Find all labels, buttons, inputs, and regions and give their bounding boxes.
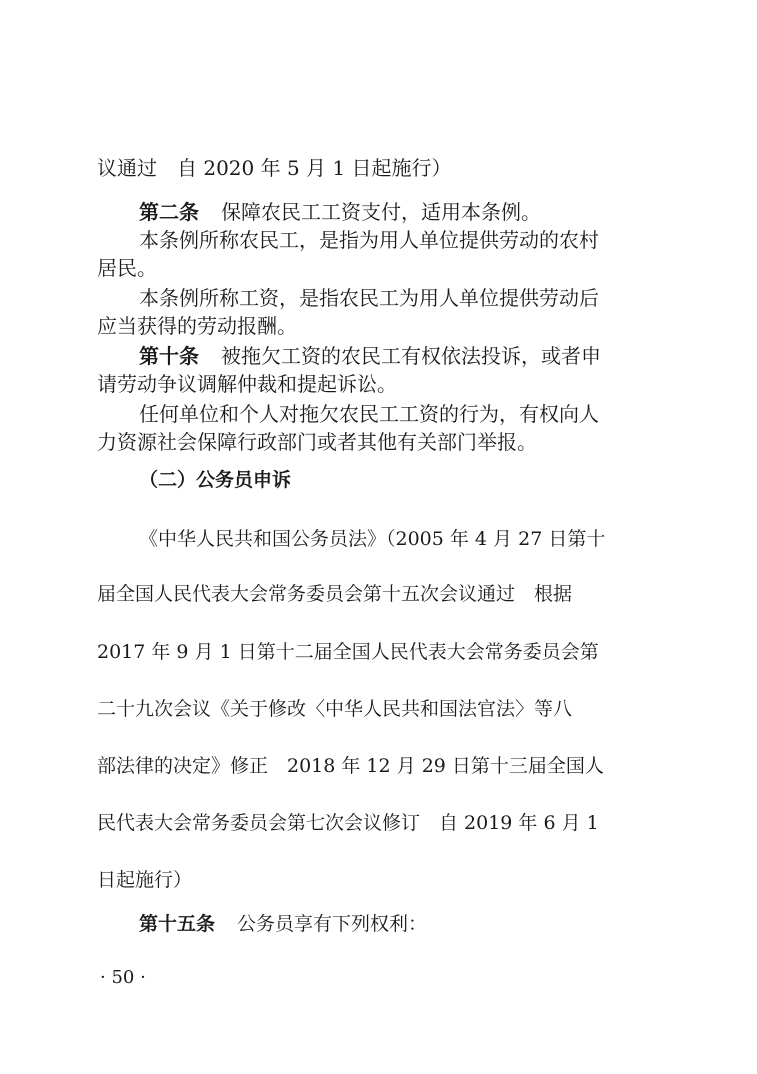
para-3-line-2: 力资源社会保障行政部门或者其他有关部门举报。	[97, 430, 537, 454]
article-15	[139, 910, 657, 938]
law-line-5: 部法律的决定》修正 2018 年 12 月 29 日第十三届全国人	[97, 755, 604, 777]
article-2-text: 保障农民工工资支付，适用本条例。	[221, 200, 541, 224]
law-line-7: 日起施行）	[97, 869, 193, 891]
article-15-text: 公务员享有下列权利：	[237, 913, 428, 935]
law-line-6: 民代表大会常务委员会第七次会议修订 自 2019 年 6 月 1	[97, 812, 599, 834]
article-15-label: 第十五条	[139, 913, 216, 935]
article-10	[139, 342, 657, 370]
top-line: 议通过 自 2020 年 5 月 1 日起施行）	[97, 156, 452, 180]
para-3-line-1: 任何单位和个人对拖欠农民工工资的行为，有权向人	[139, 402, 599, 426]
para-1-line-2: 居民。	[97, 256, 157, 280]
page-number: · 50 ·	[100, 967, 146, 988]
law-line-1: 《中华人民共和国公务员法》（2005 年 4 月 27 日第十	[139, 528, 606, 550]
para-2-line-2: 应当获得的劳动报酬。	[97, 314, 297, 338]
law-line-4: 二十九次会议《关于修改〈中华人民共和国法官法〉等八	[97, 698, 573, 720]
para-2-line-1: 本条例所称工资，是指农民工为用人单位提供劳动后	[139, 286, 599, 310]
article-10-text: 被拖欠工资的农民工有权依法投诉，或者申	[221, 344, 601, 368]
para-1-line-1: 本条例所称农民工，是指为用人单位提供劳动的农村	[139, 228, 599, 252]
article-2-label: 第二条	[139, 200, 199, 224]
section-heading: （二）公务员申诉	[139, 469, 292, 491]
article-10-label: 第十条	[139, 344, 199, 368]
article-10-line-2: 请劳动争议调解仲裁和提起诉讼。	[97, 372, 397, 396]
law-line-2: 届全国人民代表大会常务委员会第十五次会议通过 根据	[97, 583, 573, 605]
article-2	[139, 198, 657, 226]
law-line-3: 2017 年 9 月 1 日第十二届全国人民代表大会常务委员会第	[97, 641, 599, 663]
